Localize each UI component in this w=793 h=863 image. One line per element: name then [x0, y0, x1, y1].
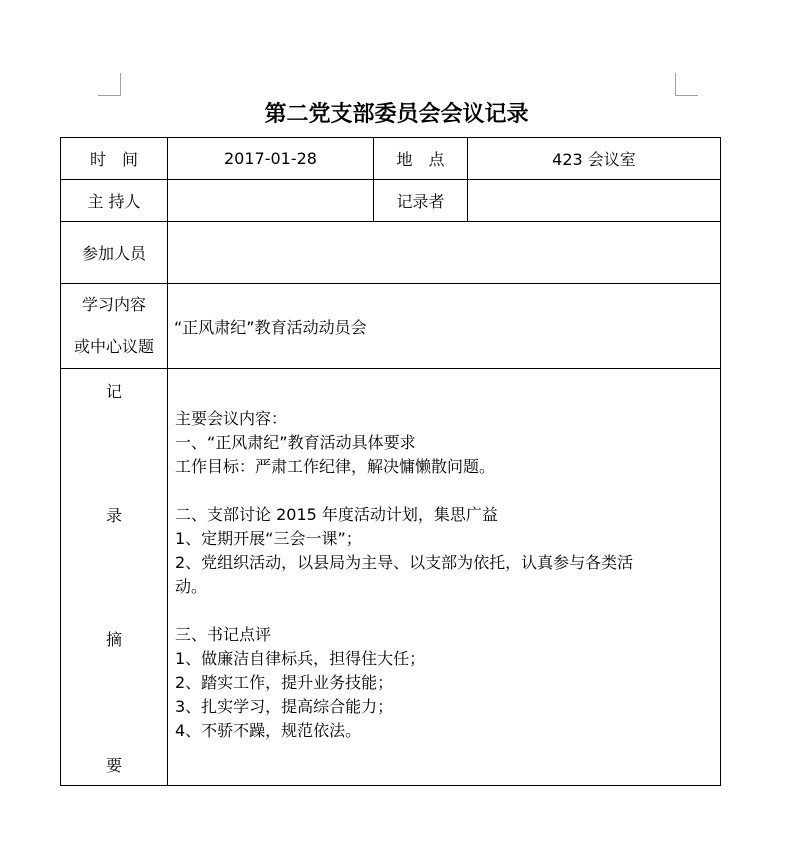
row-attendees: [61, 222, 721, 284]
meeting-record-table: [60, 137, 721, 786]
place-label: 地 点: [374, 138, 468, 180]
topic-value[interactable]: “正风肃纪”教育活动动员会: [168, 284, 721, 369]
document-title: 第二党支部委员会会议记录: [264, 102, 529, 127]
time-value[interactable]: 2017-01-28: [168, 138, 374, 180]
minutes-line: 4、不骄不躁，规范依法。: [175, 721, 362, 740]
attendees-value[interactable]: [168, 222, 721, 284]
minutes-line: 二、支部讨论 2015 年度活动计划，集思广益: [175, 505, 498, 524]
minutes-label-char-4: 要: [105, 756, 122, 775]
topic-label: [61, 284, 168, 369]
row-time-place: [61, 138, 721, 180]
minutes-line: 2、踏实工作，提升业务技能；: [175, 673, 394, 692]
minutes-line: 主要会议内容：: [175, 409, 288, 428]
minutes-line: 工作目标：严肃工作纪律，解决慵懒散问题。: [175, 457, 496, 476]
place-value[interactable]: 423 会议室: [468, 138, 721, 180]
host-label: 主 持人: [61, 180, 168, 222]
recorder-label: 记录者: [374, 180, 468, 222]
minutes-line: [175, 479, 714, 503]
minutes-line: 2、党组织活动，以县局为主导、以支部为依托，认真参与各类活: [175, 553, 634, 572]
minutes-line: [175, 599, 714, 623]
minutes-side-label: [61, 369, 167, 785]
minutes-line: 3、扎实学习，提高综合能力；: [175, 697, 394, 716]
page-corner-mark-top-left: [98, 73, 121, 96]
minutes-label: [61, 369, 168, 786]
topic-label-line2: 或中心议题: [73, 337, 154, 356]
minutes-line: 一、“正风肃纪”教育活动具体要求: [175, 433, 416, 452]
topic-label-line1: 学习内容: [81, 295, 146, 314]
minutes-line: 三、书记点评: [175, 625, 272, 644]
minutes-label-char-1: 记: [105, 382, 122, 401]
minutes-label-char-2: 录: [105, 506, 122, 525]
row-topic: [61, 284, 721, 369]
minutes-label-char-3: 摘: [105, 630, 122, 649]
host-value[interactable]: [168, 180, 374, 222]
time-label: 时 间: [61, 138, 168, 180]
attendees-label: 参加人员: [61, 222, 168, 284]
row-minutes: [61, 369, 721, 786]
minutes-content[interactable]: [168, 369, 721, 786]
minutes-line: 动。: [175, 577, 208, 596]
row-host-recorder: [61, 180, 721, 222]
page-corner-mark-top-right: [675, 73, 698, 96]
minutes-line: 1、定期开展“三会一课”；: [175, 529, 362, 548]
minutes-line: 1、做廉洁自律标兵，担得住大任；: [175, 649, 426, 668]
recorder-value[interactable]: [468, 180, 721, 222]
